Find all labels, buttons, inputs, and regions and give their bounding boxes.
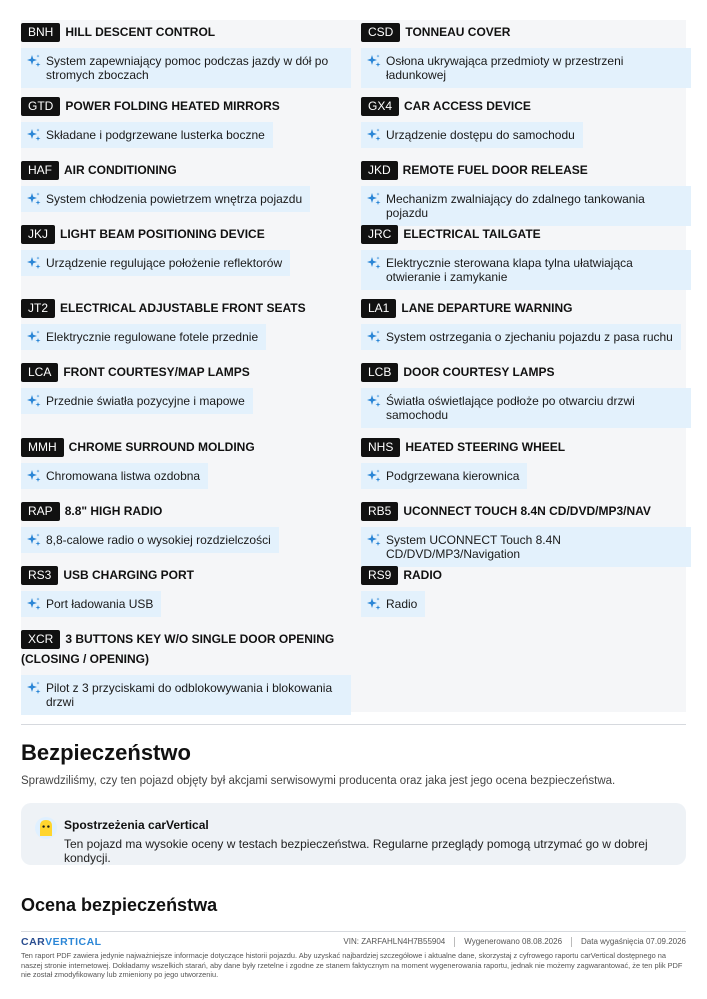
option-item	[361, 438, 691, 489]
option-description-text: Składane i podgrzewane lusterka boczne	[46, 128, 265, 142]
option-item	[361, 363, 691, 428]
carvertical-logo	[21, 936, 102, 948]
option-item	[21, 502, 351, 553]
option-description	[361, 186, 691, 226]
footer-divider	[21, 931, 686, 932]
option-item	[361, 225, 691, 290]
sparkle-icon	[27, 533, 41, 547]
option-description	[361, 48, 691, 88]
option-description	[361, 324, 681, 350]
option-description	[21, 388, 253, 414]
equipment-options-panel	[21, 20, 686, 712]
footer-generated-date: Wygenerowano 08.08.2026	[464, 937, 563, 946]
option-description	[21, 122, 273, 148]
option-title: AIR CONDITIONING	[64, 163, 177, 177]
option-item	[21, 438, 351, 489]
option-item	[361, 23, 691, 88]
option-code-badge: JT2	[21, 299, 55, 318]
option-description	[361, 250, 691, 290]
option-description	[361, 463, 527, 489]
option-description-text: Urządzenie regulujące położenie reflektorów	[46, 256, 283, 270]
option-code-badge: BNH	[21, 23, 60, 42]
sparkle-icon	[27, 192, 41, 206]
safety-rating-title: Ocena bezpieczeństwa	[21, 895, 218, 915]
option-code-badge: CSD	[361, 23, 400, 42]
option-item	[361, 502, 691, 567]
option-description-text: Urządzenie dostępu do samochodu	[386, 128, 575, 142]
option-code-badge: RB5	[361, 502, 398, 521]
option-item	[361, 566, 691, 617]
option-title: USB CHARGING PORT	[63, 568, 195, 582]
sparkle-icon	[367, 533, 381, 547]
option-description-text: System chłodzenia powietrzem wnętrza pojazdu	[46, 192, 303, 206]
footer-separator	[571, 937, 572, 947]
option-item	[21, 566, 351, 617]
option-description-text: System zapewniający pomoc podczas jazdy w dół po stromych zboczach	[46, 54, 329, 82]
option-code-badge: GX4	[361, 97, 399, 116]
option-description-text: Podgrzewana kierownica	[386, 469, 520, 483]
option-title: DOOR COURTESY LAMPS	[403, 365, 555, 379]
option-item	[21, 299, 351, 350]
sparkle-icon	[27, 681, 41, 695]
sparkle-icon	[367, 192, 381, 206]
insight-text: Ten pojazd ma wysokie oceny w testach bezpieczeństwa. Regularne przeglądy pomogą utrzymać go w dobrej kondycji.	[64, 837, 648, 865]
option-description-text: Elektrycznie sterowana klapa tylna ułatwiająca otwieranie i zamykanie	[386, 256, 633, 284]
sparkle-icon	[27, 597, 41, 611]
option-item	[21, 161, 351, 212]
sparkle-icon	[27, 54, 41, 68]
option-code-badge: RS3	[21, 566, 58, 585]
option-description	[361, 527, 691, 567]
option-item	[361, 299, 691, 350]
footer-disclaimer: Ten raport PDF zawiera jedynie najważniejsze informacje dotyczące historii pojazdu. Aby uzyskać najbardziej szczegółowe i aktualne dane, skorzystaj z cyfrowego raportu carVertical dostępnego na naszej stronie internetowej. Dokładamy wszelkich starań, aby dane były rzetelne i zgodne ze stanem faktycznym na moment wygenerowania raportu, jednak nie możemy zagwarantować, że ten plik PDF nie został zmodyfikowany lub zmieniony po jego utworzeniu.	[21, 951, 683, 980]
mascot-avatar-icon	[35, 817, 57, 839]
option-item	[21, 23, 351, 88]
option-title: POWER FOLDING HEATED MIRRORS	[65, 99, 280, 113]
option-title: HEATED STEERING WHEEL	[405, 440, 566, 454]
option-description-text: Przednie światła pozycyjne i mapowe	[46, 394, 245, 408]
option-title: HILL DESCENT CONTROL	[65, 25, 216, 39]
option-code-badge: RAP	[21, 502, 60, 521]
option-description	[21, 250, 290, 276]
safety-section-title: Bezpieczeństwo	[21, 740, 191, 765]
option-description-text: System ostrzegania o zjechaniu pojazdu z pasa ruchu	[386, 330, 673, 344]
sparkle-icon	[367, 128, 381, 142]
option-code-badge: JKD	[361, 161, 398, 180]
option-item	[361, 161, 691, 226]
sparkle-icon	[367, 394, 381, 408]
logo-text-main: CAR	[21, 936, 46, 948]
option-title: ELECTRICAL ADJUSTABLE FRONT SEATS	[60, 301, 306, 315]
option-description-text: Radio	[386, 597, 418, 611]
option-title-continued: (CLOSING / OPENING)	[21, 652, 150, 666]
sparkle-icon	[27, 330, 41, 344]
footer-meta	[343, 937, 686, 947]
logo-text-accent: VERTICAL	[45, 936, 102, 948]
option-title: 3 BUTTONS KEY W/O SINGLE DOOR OPENING	[65, 632, 335, 646]
option-description	[361, 388, 691, 428]
insight-title: Spostrzeżenia carVertical	[64, 818, 209, 832]
option-title: FRONT COURTESY/MAP LAMPS	[63, 365, 250, 379]
option-description-text: Port ładowania USB	[46, 597, 154, 611]
option-item	[361, 97, 691, 148]
section-divider	[21, 724, 686, 725]
sparkle-icon	[367, 330, 381, 344]
insight-card	[21, 803, 686, 865]
option-description-text: Mechanizm zwalniający do zdalnego tankowania pojazdu	[386, 192, 645, 220]
sparkle-icon	[27, 469, 41, 483]
option-title: LANE DEPARTURE WARNING	[401, 301, 573, 315]
footer-separator	[454, 937, 455, 947]
option-description	[21, 186, 310, 212]
option-title: RADIO	[403, 568, 443, 582]
option-description	[21, 527, 279, 553]
option-code-badge: HAF	[21, 161, 59, 180]
option-description-text: Pilot z 3 przyciskami do odblokowywania i blokowania drzwi	[46, 681, 333, 709]
option-code-badge: LA1	[361, 299, 396, 318]
option-description-text: Światła oświetlające podłoże po otwarciu drzwi samochodu	[386, 394, 635, 422]
option-description-text: Osłona ukrywająca przedmioty w przestrzeni ładunkowej	[386, 54, 624, 82]
option-item	[21, 630, 351, 715]
footer-expiry-date: Data wygaśnięcia 07.09.2026	[581, 937, 686, 946]
option-title: REMOTE FUEL DOOR RELEASE	[402, 163, 588, 177]
sparkle-icon	[367, 54, 381, 68]
safety-section-subtitle: Sprawdziliśmy, czy ten pojazd objęty był akcjami serwisowymi producenta oraz jaka jest jego ocena bezpieczeństwa.	[21, 775, 616, 787]
option-title: TONNEAU COVER	[405, 25, 511, 39]
option-item	[21, 225, 351, 276]
option-description	[361, 591, 425, 617]
option-code-badge: JRC	[361, 225, 398, 244]
option-code-badge: MMH	[21, 438, 64, 457]
option-code-badge: RS9	[361, 566, 398, 585]
option-code-badge: JKJ	[21, 225, 55, 244]
option-description	[21, 48, 351, 88]
option-description	[21, 463, 208, 489]
option-description	[21, 675, 351, 715]
option-title: ELECTRICAL TAILGATE	[403, 227, 541, 241]
option-title: UCONNECT TOUCH 8.4N CD/DVD/MP3/NAV	[403, 504, 651, 518]
option-code-badge: GTD	[21, 97, 60, 116]
option-description-text: System UCONNECT Touch 8.4N CD/DVD/MP3/Navigation	[386, 533, 561, 561]
option-item	[21, 363, 351, 414]
option-code-badge: LCB	[361, 363, 398, 382]
footer-vin: VIN: ZARFAHLN4H7B55904	[343, 937, 446, 946]
sparkle-icon	[367, 256, 381, 270]
sparkle-icon	[27, 128, 41, 142]
option-description	[21, 591, 161, 617]
sparkle-icon	[27, 394, 41, 408]
option-description-text: Elektrycznie regulowane fotele przednie	[46, 330, 259, 344]
option-title: LIGHT BEAM POSITIONING DEVICE	[60, 227, 265, 241]
sparkle-icon	[27, 256, 41, 270]
sparkle-icon	[367, 469, 381, 483]
option-code-badge: XCR	[21, 630, 60, 649]
option-description	[361, 122, 583, 148]
option-description-text: 8,8-calowe radio o wysokiej rozdzielczości	[46, 533, 271, 547]
option-title: CAR ACCESS DEVICE	[404, 99, 531, 113]
option-code-badge: LCA	[21, 363, 58, 382]
option-code-badge: NHS	[361, 438, 400, 457]
option-description-text: Chromowana listwa ozdobna	[46, 469, 201, 483]
option-description	[21, 324, 266, 350]
option-title: 8.8" HIGH RADIO	[64, 504, 163, 518]
option-title: CHROME SURROUND MOLDING	[68, 440, 255, 454]
option-item	[21, 97, 351, 148]
sparkle-icon	[367, 597, 381, 611]
